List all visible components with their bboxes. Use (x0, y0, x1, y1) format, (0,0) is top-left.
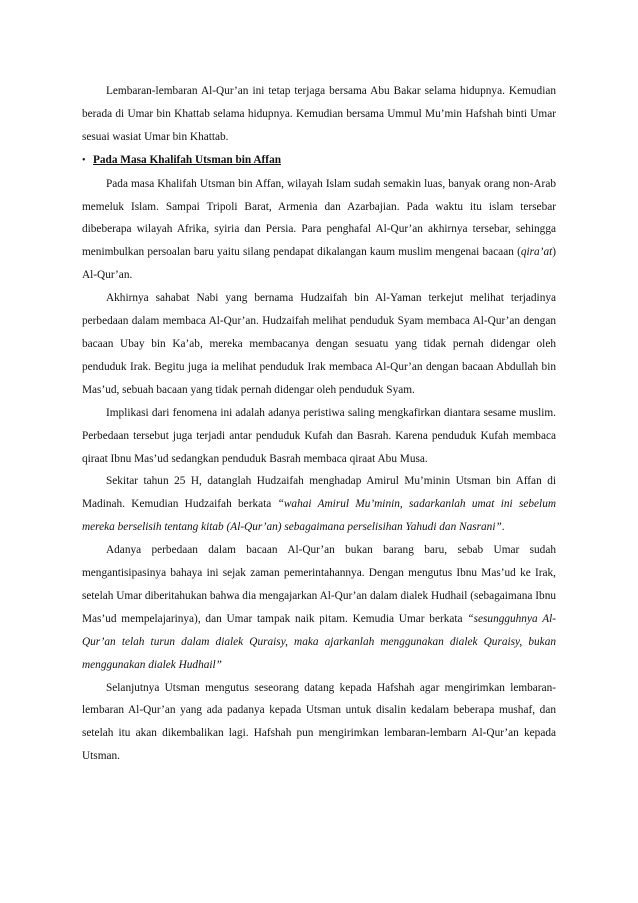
bullet-icon: • (82, 154, 86, 166)
paragraph-3: Implikasi dari fenomena ini adalah adanya peristiwa saling mengkafirkan diantara sesame muslim. Perbedaan tersebut juga terjadi antar penduduk Kufah dan Basrah. Karena penduduk Kufah membaca qiraat Ibnu Mas’ud sedangkan penduduk Basrah membaca qiraat Abu Musa. (82, 406, 556, 465)
paragraph-5-text-a: Adanya perbedaan dalam bacaan Al-Qur’an bukan barang baru, sebab Umar sudah mengantisipasinya bahaya ini sejak zaman pemerintahannya. Dengan mengutus Ibnu Mas’ud ke Irak, setelah Umar diberitahukan bahwa dia mengajarkan Al-Qur’an dalam dialek Hudhail (sebagaimana Ibnu Mas’ud mempelajarinya), dan Umar tampak naik pitam. Kemudia Umar berkata (82, 544, 556, 625)
paragraph-4-text-b: . (501, 521, 505, 534)
paragraph-4-quote: “wahai Amirul Mu’minin, sadarkanlah umat ini sebelum mereka berselisih tentang kitab (Al-Qur’an) sebagaimana perselisihan Yahudi dan Nasrani” (82, 498, 556, 534)
paragraph-1-italic: qira’at (520, 246, 553, 259)
paragraph-4 (82, 470, 556, 539)
paragraph-6: Selanjutnya Utsman mengutus seseorang datang kepada Hafshah agar mengirimkan lembaran-lembaran Al-Qur’an yang ada padanya kepada Utsman untuk disalin kedalam beberapa mushaf, dan setelah itu akan dikembalikan lagi. Hafshah pun mengirimkan lembaran-lembarn Al-Qur’an kepada Utsman. (82, 681, 556, 763)
paragraph-1-text-b: ) Al-Qur’an. (82, 246, 556, 282)
paragraph-2: Akhirnya sahabat Nabi yang bernama Hudzaifah bin Al-Yaman terkejut melihat terjadinya perbedaan dalam membaca Al-Qur’an. Hudzaifah melihat penduduk Syam membaca Al-Qur’an dengan bacaan Ubay bin Ka’ab, mereka membacanya dengan sesuatu yang tidak pernah didengar oleh penduduk Irak. Begitu juga ia melihat penduduk Irak membaca Al-Qur’an dengan bacaan Abdullah bin Mas’ud, sebuah bacaan yang tidak pernah didengar oleh penduduk Syam. (82, 292, 556, 396)
intro-paragraph: Lembaran-lembaran Al-Qur’an ini tetap terjaga bersama Abu Bakar selama hidupnya. Kemudian berada di Umar bin Khattab selama hidupnya. Kemudian bersama Ummul Mu’min Hafshah binti Umar sesuai wasiat Umar bin Khattab. (82, 85, 556, 143)
paragraph-5 (82, 539, 556, 676)
paragraph-1-text-a: Pada masa Khalifah Utsman bin Affan, wilayah Islam sudah semakin luas, banyak orang non-Arab memeluk Islam. Sampai Tripoli Barat, Armenia dan Azarbajian. Pada waktu itu islam tersebar dibeberapa wilayah Afrika, syiria dan Persia. Para penghafal Al-Qur’an akhirnya tersebar, sehingga menimbulkan persoalan baru yaitu silang pendapat dikalangan kaum muslim mengenai bacaan ( (82, 177, 556, 259)
section-heading (82, 149, 556, 173)
document-page (82, 80, 556, 768)
heading-text: Pada Masa Khalifah Utsman bin Affan (93, 153, 281, 166)
paragraph-4-text-a: Sekitar tahun 25 H, datanglah Hudzaifah menghadap Amirul Mu’minin Utsman bin Affan di Madinah. Kemudian Hudzaifah berkata (82, 475, 556, 511)
paragraph-1 (82, 173, 556, 288)
paragraph-5-quote: “sesungguhnya Al-Qur’an telah turun dalam dialek Quraisy, maka ajarkanlah menggunakan dialek Quraisy, bukan menggunakan dialek Hudhail” (82, 612, 556, 671)
